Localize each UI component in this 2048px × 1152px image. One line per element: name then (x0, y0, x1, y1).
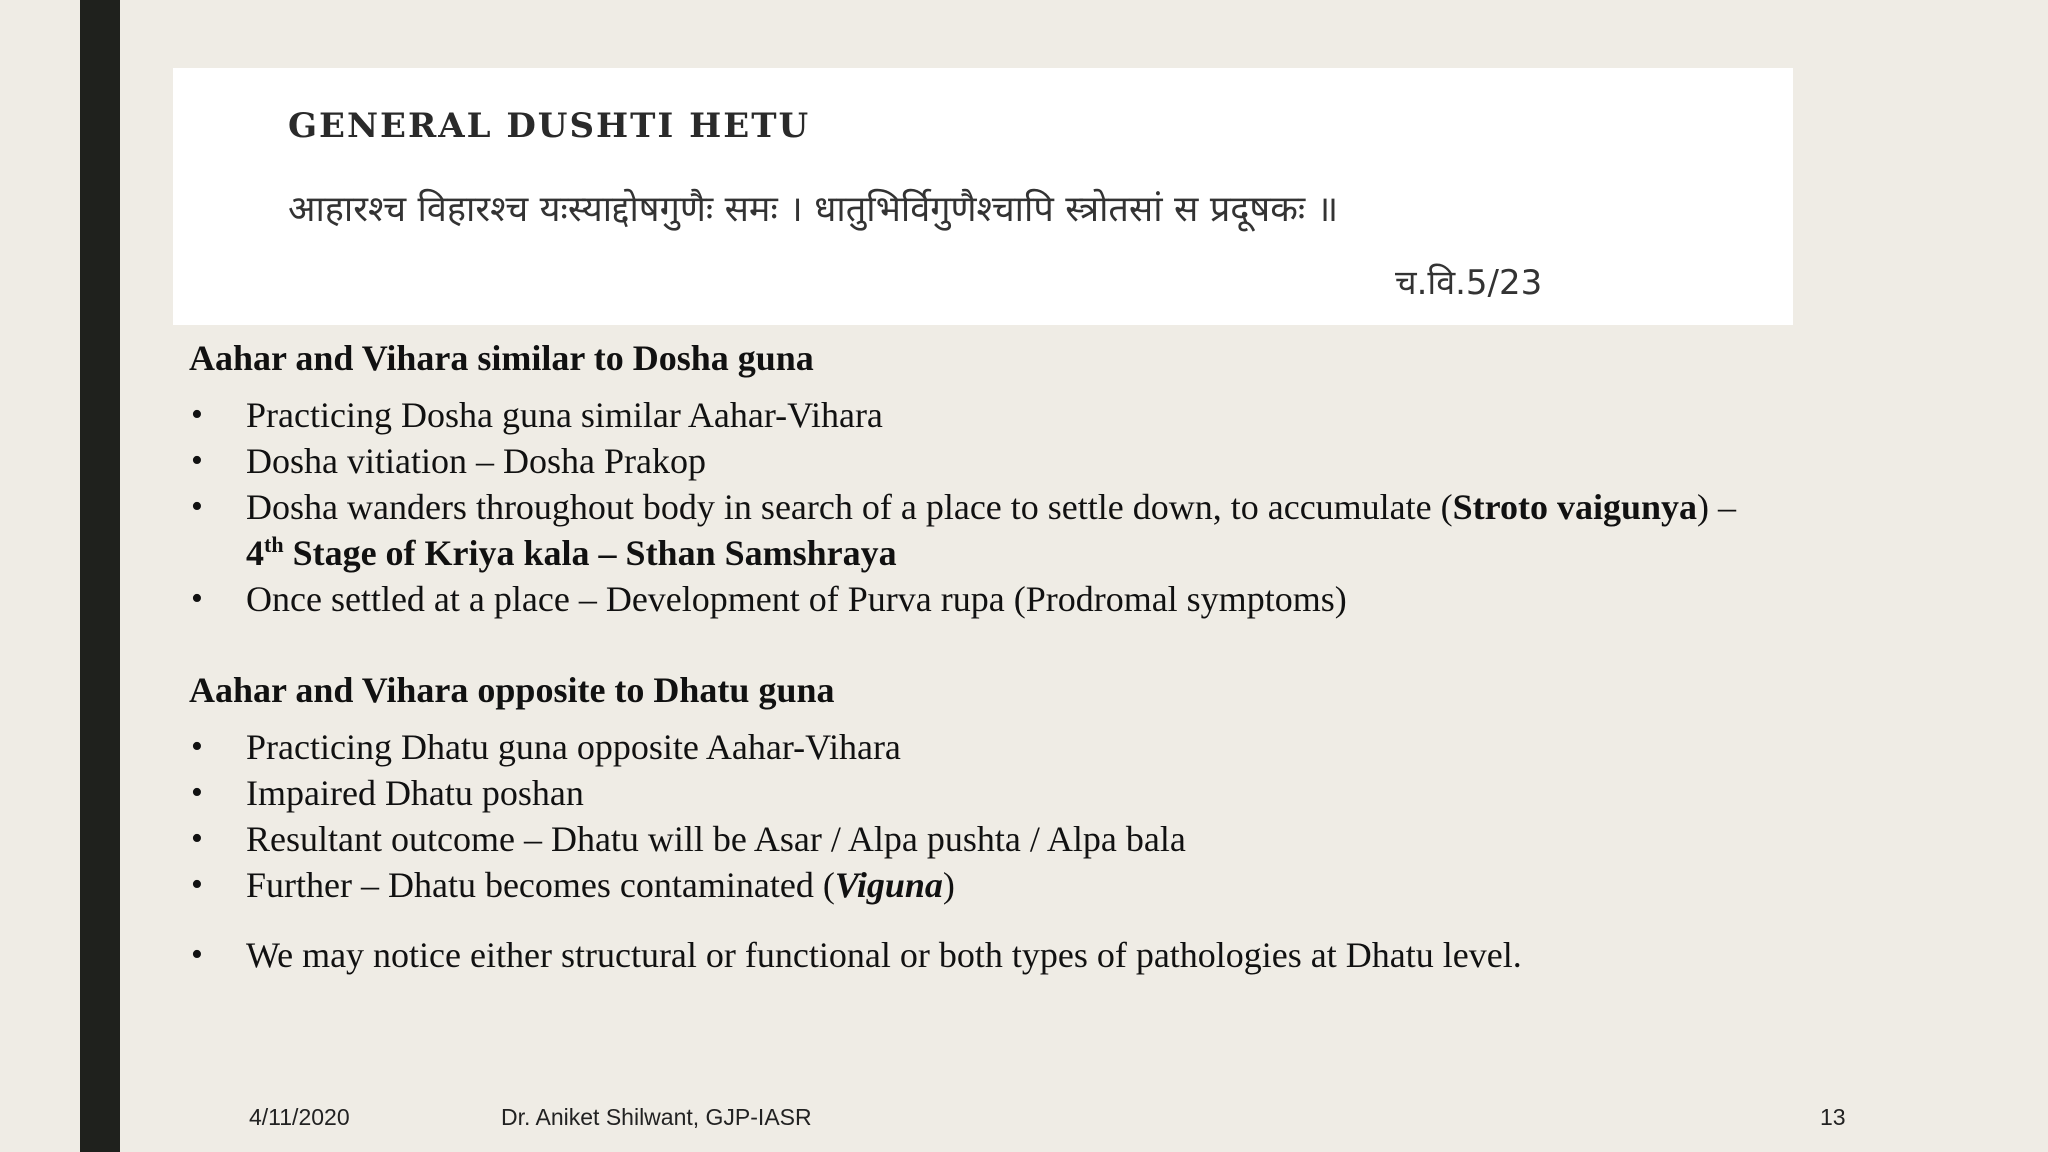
slide-content (189, 330, 1889, 978)
section-heading-dhatu: Aahar and Vihara opposite to Dhatu guna (189, 670, 835, 710)
italic-term: Viguna (834, 865, 943, 905)
header-title: GENERAL DUSHTI HETU (288, 106, 811, 146)
bullet-icon: • (191, 442, 203, 479)
bold-term: Stroto vaigunya (1452, 487, 1698, 527)
bullet-icon: • (191, 580, 203, 617)
bold-term: 4th Stage of Kriya kala – Sthan Samshraya (246, 532, 897, 573)
bullet-icon: • (191, 396, 203, 433)
page-number: 13 (1820, 1104, 1846, 1130)
list-item: • Once settled at a place – Development of Purva rupa (Prodromal symptoms) (189, 576, 1889, 622)
sanskrit-verse: आहारश्च विहारश्च यःस्याद्दोषगुणैः समः । धातुभिर्विगुणैश्चापि स्त्रोतसां स प्रदूषकः ॥ (288, 189, 1339, 230)
bullet-icon: • (191, 728, 203, 765)
list-item: • Practicing Dhatu guna opposite Aahar-Vihara (189, 724, 1889, 770)
list-item: • We may notice either structural or functional or both types of pathologies at Dhatu level. (189, 932, 1889, 978)
bullet-icon: • (191, 488, 203, 525)
list-item: • Practicing Dosha guna similar Aahar-Vihara (189, 392, 1889, 438)
verse-reference: च.वि.5/23 (1395, 263, 1543, 303)
left-accent-bar (80, 0, 120, 1152)
footer-author: Dr. Aniket Shilwant, GJP-IASR (501, 1104, 812, 1130)
bullet-icon: • (191, 936, 203, 973)
bullet-icon: • (191, 866, 203, 903)
bullet-icon: • (191, 774, 203, 811)
bullet-icon: • (191, 820, 203, 857)
list-item: • Dosha wanders throughout body in search of a place to settle down, to accumulate (Stroto vaigunya) – 4th Stage of Kriya kala – Sthan Samshraya (189, 484, 1889, 576)
bullet-list-dhatu (189, 724, 1889, 908)
list-item: • Impaired Dhatu poshan (189, 770, 1889, 816)
list-item: • Further – Dhatu becomes contaminated (Viguna) (189, 862, 1889, 908)
footer-date: 4/11/2020 (249, 1104, 350, 1130)
header-image (173, 68, 1793, 325)
list-item: • Resultant outcome – Dhatu will be Asar / Alpa pushta / Alpa bala (189, 816, 1889, 862)
list-item: • Dosha vitiation – Dosha Prakop (189, 438, 1889, 484)
bullet-list-summary (189, 932, 1889, 978)
section-heading-dosha: Aahar and Vihara similar to Dosha guna (189, 338, 814, 378)
bullet-list-dosha (189, 392, 1889, 622)
